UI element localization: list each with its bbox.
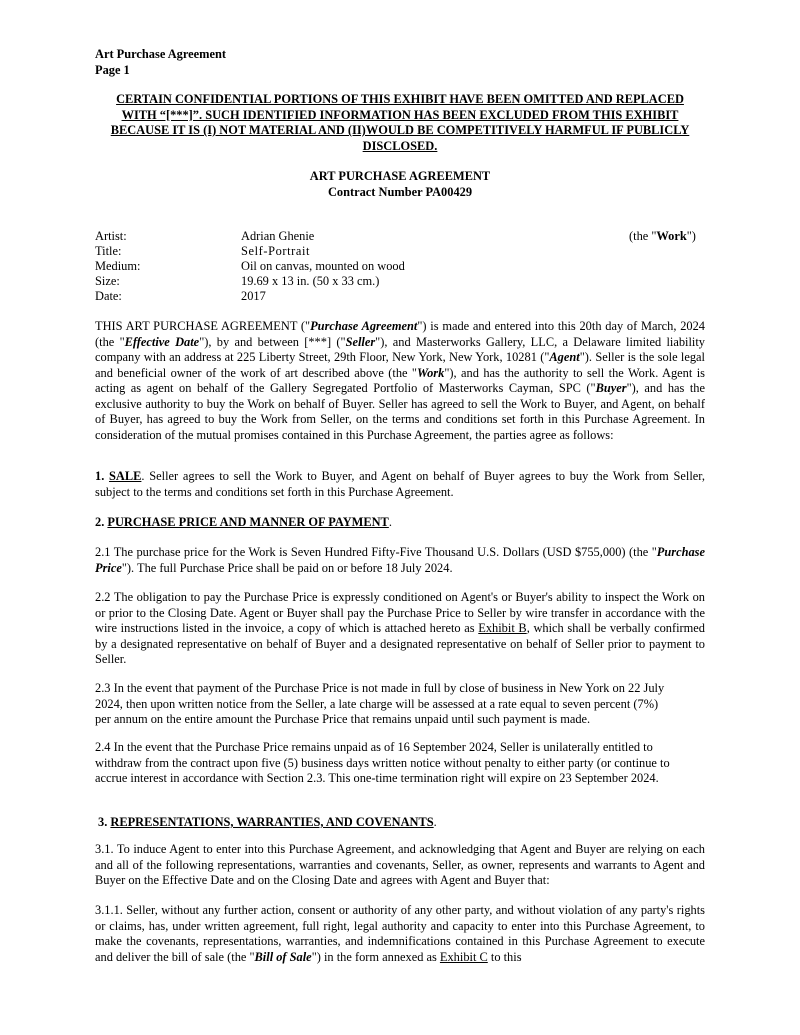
clause-3-1-1 xyxy=(95,903,705,965)
text-run: "). The full Purchase Price shall be paid on or before 18 July 2024. xyxy=(121,560,453,575)
document-title: ART PURCHASE AGREEMENT xyxy=(309,169,491,183)
notice-line: DISCLOSED. xyxy=(362,138,438,153)
text-run: ") in the form annexed as xyxy=(311,949,440,964)
section-2-heading xyxy=(95,515,705,531)
clause-2-3 xyxy=(95,681,705,728)
text-run: "), and Masterworks Gallery, LLC, a Delaware limited liability company with an address at 225 Liberty Street, 29th Floor, New York, New York, 10281 (" xyxy=(95,334,705,364)
artist-label: Artist: xyxy=(95,229,127,243)
work-definition-open: (the " xyxy=(629,229,657,243)
defined-term: Purchase Agreement xyxy=(310,319,418,333)
defined-term: Bill of Sale xyxy=(254,949,312,964)
confidentiality-notice xyxy=(95,92,705,154)
section-number: 3. xyxy=(98,815,111,829)
title-value: Self-Portrait xyxy=(241,244,311,258)
section-3-heading xyxy=(98,815,708,831)
medium-label: Medium: xyxy=(95,259,141,273)
text-run: 2.2 The obligation to pay the Purchase Price is expressly conditioned on Agent's or Buyer's ability to inspect the Work on or prior to the Closing Date. Agent or Buyer shall pay the Purchase Price to Seller by wire transfer in accordance with the wire instructions listed in the invoice, a copy of which is attached hereto as xyxy=(95,590,705,635)
work-definition-close: ") xyxy=(686,229,696,243)
text-run: 2.1 The purchase price for the Work is Seven Hundred Fifty-Five Thousand U.S. Dollars (USD $755,000) (the " xyxy=(95,545,657,559)
exhibit-reference: Exhibit C xyxy=(439,949,488,964)
clause-2-4 xyxy=(95,740,705,787)
header-page-label: Page 1 xyxy=(95,63,130,77)
text-run: . xyxy=(433,815,437,829)
header-doc-name: Art Purchase Agreement xyxy=(95,47,226,61)
medium-value: Oil on canvas, mounted on wood xyxy=(241,259,405,273)
clause-2-1 xyxy=(95,545,705,576)
clause-2-2 xyxy=(95,590,705,668)
text-line: 2024, then upon written notice from the Seller, a late charge will be assessed at a rate equal to seven percent (7%) xyxy=(95,696,659,711)
section-heading: SALE xyxy=(109,469,142,483)
text-line: per annum on the entire amount the Purchase Price that remains unpaid until such payment is made. xyxy=(95,712,591,726)
text-run: ") is made and entered into this 20th day of March, 2024 (the " xyxy=(95,319,705,349)
text-run: "), and has the authority to sell the Work. Agent is acting as agent on behalf of the Gallery Segregated Portfolio of Masterworks Cayman, SPC (" xyxy=(95,365,705,395)
text-run: "). Seller is the sole legal and beneficial owner of the work of art described above (the " xyxy=(95,350,705,380)
date-value: 2017 xyxy=(241,289,266,303)
date-label: Date: xyxy=(95,289,122,303)
size-value: 19.69 x 13 in. (50 x 33 cm.) xyxy=(241,274,380,288)
size-label: Size: xyxy=(95,274,120,288)
text-run: . xyxy=(388,515,392,529)
section-heading: REPRESENTATIONS, WARRANTIES, AND COVENANTS xyxy=(110,815,434,829)
text-run: "), and has the exclusive authority to buy the Work on behalf of Buyer. Seller has agreed to sell the Work to Buyer, and Agent, on behalf of Buyer, has agreed to buy the Work from Seller, on the terms and conditions set forth in this Purchase Agreement. In consideration of the mutual promises contained in this Purchase Agreement, the parties agree as follows: xyxy=(95,381,706,442)
notice-line: CERTAIN CONFIDENTIAL PORTIONS OF THIS EXHIBIT HAVE BEEN OMITTED AND REPLACED xyxy=(116,92,684,106)
text-run: THIS ART PURCHASE AGREEMENT (" xyxy=(95,319,311,333)
defined-term: Effective Date xyxy=(124,334,200,349)
contract-number: Contract Number PA00429 xyxy=(327,185,473,199)
defined-term: Purchase Price xyxy=(95,545,705,575)
notice-line: WITH “[***]”. SUCH IDENTIFIED INFORMATION HAS BEEN EXCLUDED FROM THIS EXHIBIT xyxy=(121,107,679,122)
title-label: Title: xyxy=(95,244,122,258)
intro-paragraph xyxy=(95,319,705,443)
work-definition xyxy=(629,229,696,244)
text-run: "), by and between [***] (" xyxy=(199,334,346,349)
text-line: accrue interest in accordance with Section 2.3. This one-time termination right will expire on 23 September 2024. xyxy=(95,771,659,785)
defined-term: Work xyxy=(417,365,445,380)
clause-3-1 xyxy=(95,842,705,889)
section-heading: PURCHASE PRICE AND MANNER OF PAYMENT xyxy=(107,515,389,529)
text-run: . Seller agrees to sell the Work to Buyer, and Agent on behalf of Buyer agrees to buy the Work from Seller, subject to the terms and conditions set forth in this Purchase Agreement. xyxy=(95,469,705,499)
text-run: 3.1. To induce Agent to enter into this Purchase Agreement, and acknowledging that Agent and Buyer are relying on each and all of the following representations, warranties and covenants, Seller, as owner, represents and warrants to Agent and Buyer on the Effective Date and on the Closing Date and agrees with Agent and Buyer that: xyxy=(95,842,705,887)
defined-term: Buyer xyxy=(595,381,627,395)
notice-line: BECAUSE IT IS (I) NOT MATERIAL AND (II)WOULD BE COMPETITIVELY HARMFUL IF PUBLICLY xyxy=(110,123,690,137)
work-definition-term: Work xyxy=(656,229,687,243)
section-1-sale xyxy=(95,469,705,500)
text-run: 3.1.1. Seller, without any further action, consent or authority of any other party, and without violation of any party's rights or claims, has, under written agreement, full right, legal authority and capacity to enter into this Purchase Agreement, to make the covenants, representations, warranties, and indemnifications contained in this Purchase Agreement to execute and deliver the bill of sale (the " xyxy=(95,903,705,964)
text-line: 2.4 In the event that the Purchase Price remains unpaid as of 16 September 2024, Seller is unilaterally entitled to xyxy=(95,740,653,754)
exhibit-reference: Exhibit B xyxy=(478,621,527,635)
section-number: 1. xyxy=(95,469,110,483)
defined-term: Seller xyxy=(345,334,376,349)
artist-value: Adrian Ghenie xyxy=(241,229,315,243)
defined-term: Agent xyxy=(549,350,580,364)
section-number: 2. xyxy=(95,515,108,529)
text-run: to this xyxy=(487,949,522,964)
text-line: 2.3 In the event that payment of the Purchase Price is not made in full by close of business in New York on 22 July xyxy=(95,681,665,695)
text-run: , which shall be verbally confirmed by a designated representative on behalf of Buyer and a designated representative on behalf of Seller prior to payment to Seller. xyxy=(95,621,705,666)
text-line: withdraw from the contract upon five (5) business days written notice without penalty to either party (or continue to xyxy=(95,755,670,770)
